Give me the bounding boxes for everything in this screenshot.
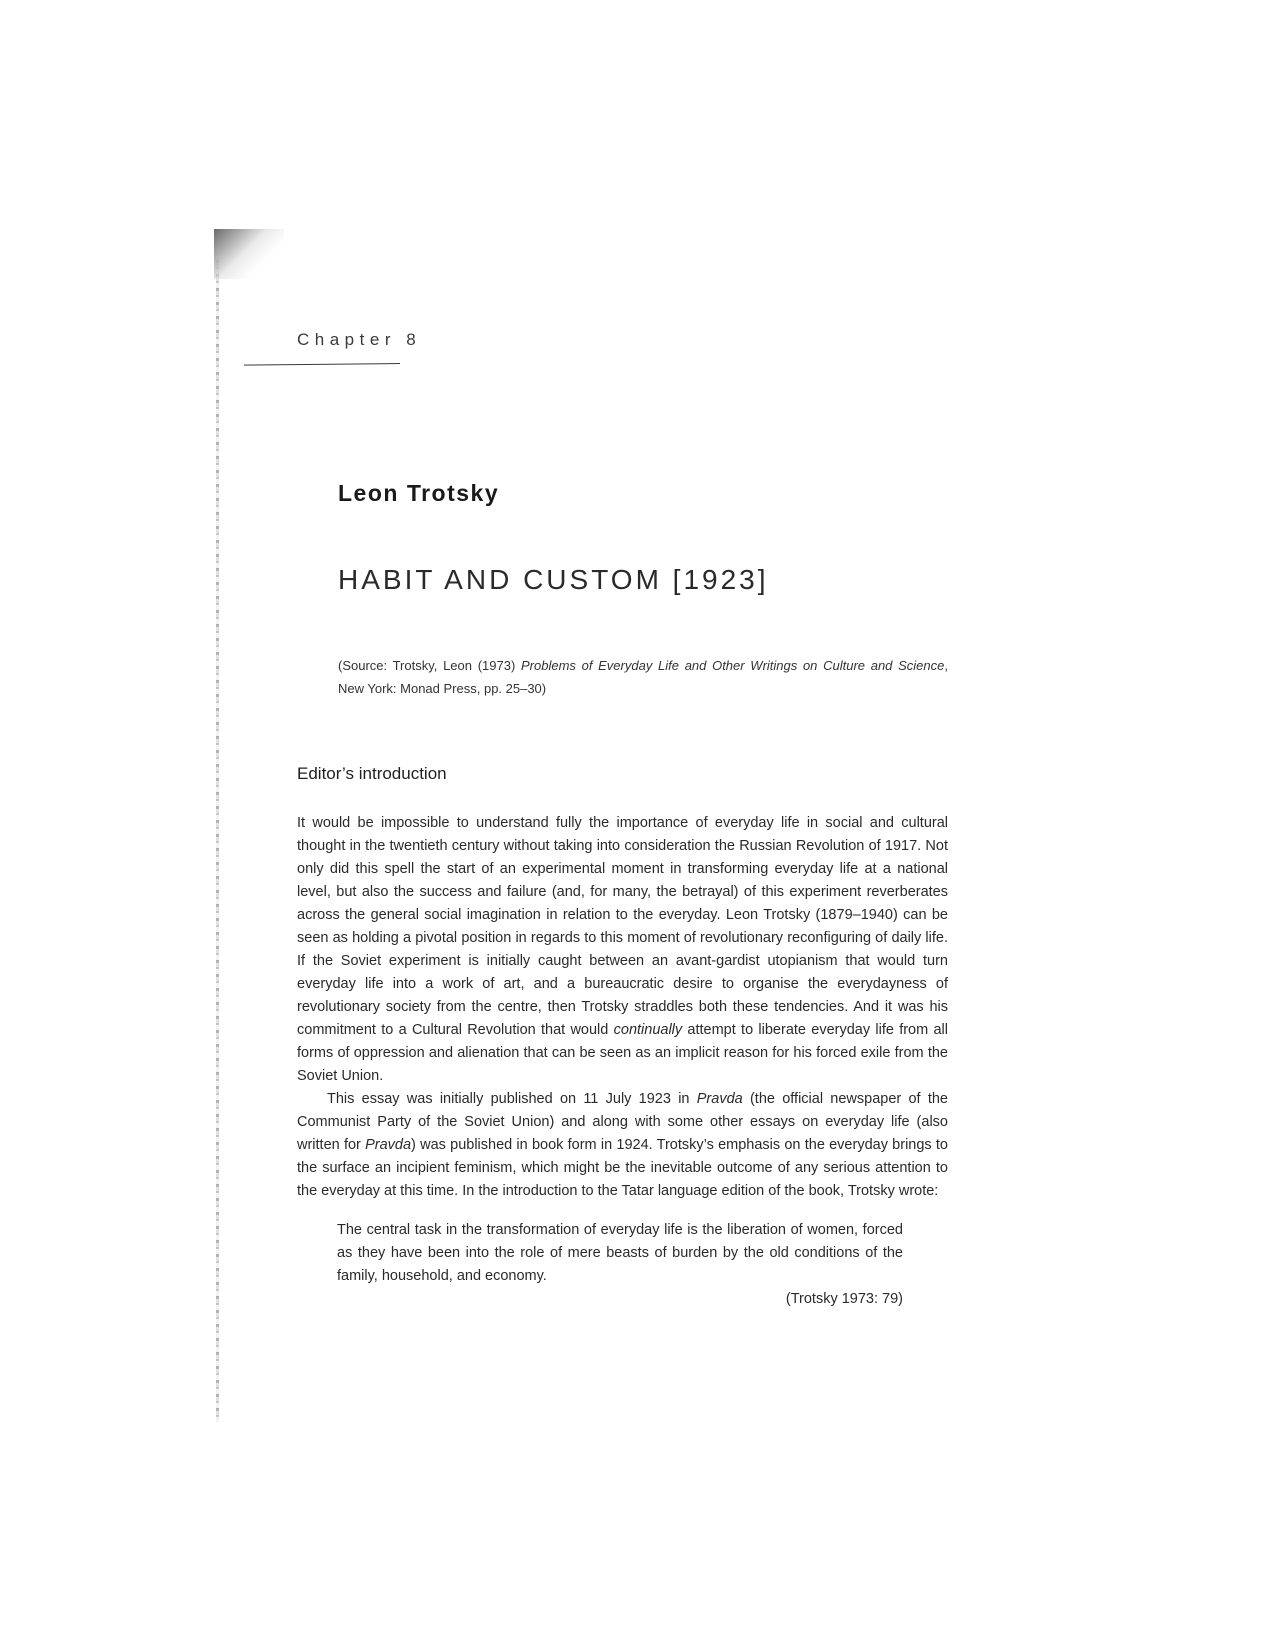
block-quote (337, 1219, 903, 1311)
paragraph-1-emphasis: continually (613, 1022, 683, 1038)
paragraph-1 (297, 812, 948, 1088)
paragraph-2-text-a: This essay was initially published on 11 July 1923 in (327, 1091, 697, 1107)
chapter-label: Chapter 8 (297, 330, 422, 349)
source-suffix: , New York: Monad Press, pp. 25–30) (338, 658, 948, 696)
paragraph-2-text-c: ) was published in book form in 1924. Trotsky’s emphasis on the everyday brings to the surface an incipient feminism, which might be the inevitable outcome of any serious attention to the everyday at this time. In the introduction to the Tatar language edition of the book, Trotsky wrote: (297, 1137, 948, 1199)
paragraph-2 (297, 1088, 948, 1203)
source-prefix: (Source: Trotsky, Leon (1973) (338, 658, 521, 673)
scan-binding-edge (216, 232, 219, 1422)
author-name: Leon Trotsky (338, 480, 500, 506)
scan-corner-shadow (214, 229, 284, 279)
section-heading: Editor’s introduction (297, 764, 447, 783)
paragraph-1-text-a: It would be impossible to understand fully the importance of everyday life in social and cultural thought in the twentieth century without taking into consideration the Russian Revolution of 1917. Not only did this spell the start of an experimental moment in transforming everyday life at a national level, but also the success and failure (and, for many, the betrayal) of this experiment reverberates across the general social imagination in relation to the everyday. Leon Trotsky (1879–1940) can be seen as holding a pivotal position in regards to this moment of revolutionary reconfiguring of daily life. If the Soviet experiment is initially caught between an avant-gardist utopianism that would turn everyday life into a work of art, and a bureaucratic desire to organise the everydayness of revolutionary society from the centre, then Trotsky straddles both these tendencies. And it was his commitment to a Cultural Revolution that would (297, 815, 948, 1038)
source-citation (338, 654, 948, 700)
paragraph-2-text-b: (the official newspaper of the Communist Party of the Soviet Union) and along with some other essays on everyday life (also written for (297, 1091, 949, 1153)
paragraph-1-text-b: attempt to liberate everyday life from all forms of oppression and alienation that can be seen as an implicit reason for his forced exile from the Soviet Union. (297, 1022, 948, 1084)
paragraph-2-italic-b: Pravda (365, 1137, 412, 1153)
source-book-title: Problems of Everyday Life and Other Writings on Culture and Science (520, 658, 945, 673)
chapter-rule (244, 363, 400, 366)
essay-title: HABIT AND CUSTOM [1923] (338, 564, 769, 595)
introduction-body (297, 812, 948, 1311)
quote-text: The central task in the transformation of everyday life is the liberation of women, forced as they have been into the role of mere beasts of burden by the old conditions of the family, household, and economy. (337, 1222, 903, 1284)
paragraph-2-italic-a: Pravda (696, 1091, 743, 1107)
quote-citation: (Trotsky 1973: 79) (785, 1291, 903, 1307)
